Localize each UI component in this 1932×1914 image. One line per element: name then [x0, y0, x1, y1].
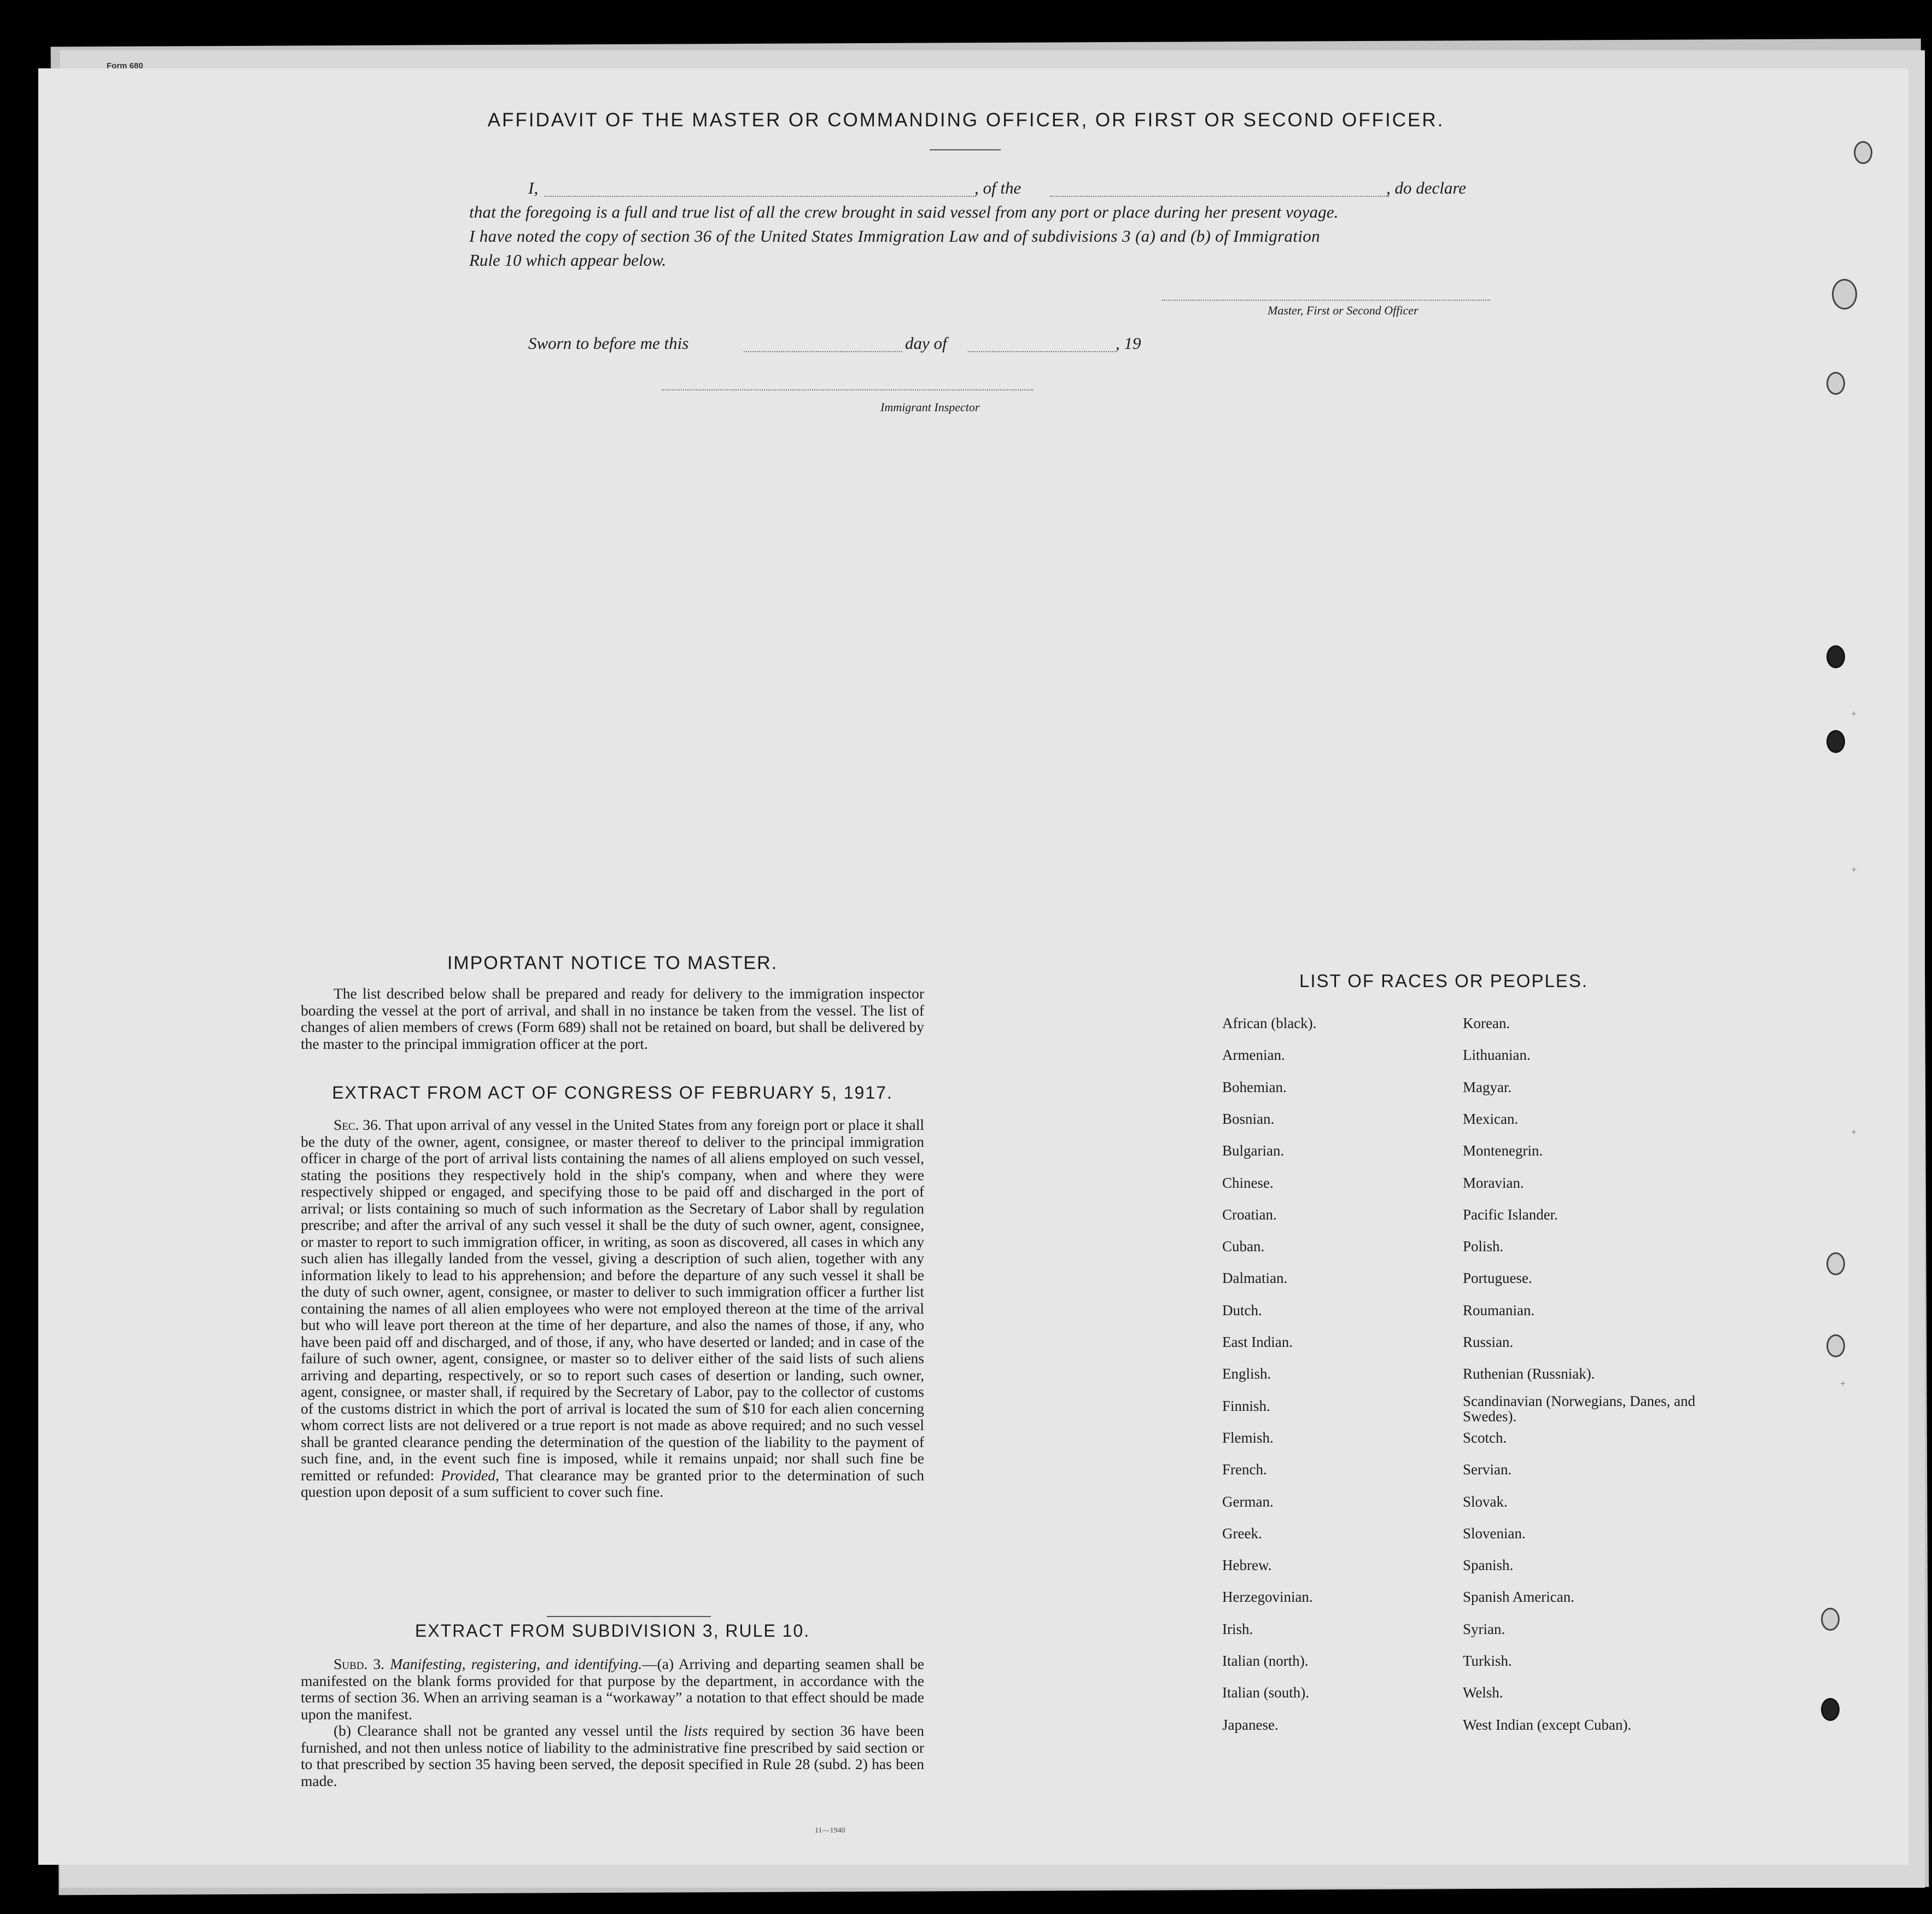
right-race-item: Slovenian. — [1463, 1525, 1526, 1542]
binder-hole — [1826, 1334, 1845, 1357]
right-race-item: Ruthenian (Russniak). — [1463, 1366, 1595, 1382]
right-race-item: Syrian. — [1463, 1620, 1505, 1637]
left-race-item: Irish. — [1222, 1620, 1253, 1637]
declaration-do-declare: , do declare — [1386, 178, 1467, 197]
races-title: LIST OF RACES OR PEOPLES. — [1299, 971, 1589, 991]
binder-hole — [1826, 1252, 1845, 1275]
affidavit-title: AFFIDAVIT OF THE MASTER OR COMMANDING OFFICER, OR FIRST OR SECOND OFFICER. — [487, 109, 1445, 131]
left-race-item: English. — [1222, 1366, 1271, 1382]
title-divider — [930, 149, 1001, 150]
binder-hole — [1826, 730, 1845, 753]
right-race-item: Korean. — [1463, 1015, 1510, 1031]
right-race-item: Spanish. — [1463, 1557, 1514, 1574]
left-race-item: Bohemian. — [1222, 1078, 1287, 1095]
form-number: Form 680 — [107, 61, 143, 71]
binder-hole — [1832, 279, 1857, 310]
margin-mark: + — [1851, 708, 1857, 719]
left-race-item: Chinese. — [1222, 1174, 1274, 1191]
right-race-item: Scotch. — [1463, 1429, 1507, 1446]
left-race-item: African (black). — [1222, 1015, 1317, 1031]
vessel-name-field[interactable] — [1050, 196, 1389, 197]
left-race-item: French. — [1222, 1461, 1267, 1478]
right-race-item: Polish. — [1463, 1238, 1504, 1255]
declaration-line-3: I have noted the copy of section 36 of the United States Immigration Law and of subdivisions 3 (a) and (b) of Immigration — [469, 226, 1321, 246]
notice-title: IMPORTANT NOTICE TO MASTER. — [447, 953, 778, 973]
left-race-item: Bulgarian. — [1222, 1142, 1285, 1159]
sworn-day-label: day of — [905, 334, 947, 353]
binder-hole — [1821, 1608, 1840, 1631]
sworn-month-field[interactable] — [968, 351, 1116, 352]
right-race-item: Servian. — [1463, 1461, 1512, 1478]
declaration-line-1: I, — [528, 178, 539, 197]
master-signature-field[interactable] — [1162, 300, 1490, 301]
officer-name-field[interactable] — [544, 196, 976, 197]
rule-extract-text: Subd. 3. Manifesting, registering, and identifying.—(a) Arriving and departing seamen shall be manifested on the blank forms provided for that purpose by the department, in accordance with the terms of section 36. When an arriving seaman is a “workaway” a notation to that effect should be made upon the manifest. (b) Clearance shall not be granted any vessel until the lists required by section 36 have been furnished, and not then unless notice of liability to the administrative fine prescribed by said section or to that prescribed by section 35 having been served, the deposit specified in Rule 28 (subd. 2) has been made. — [301, 1655, 924, 1789]
binder-hole — [1854, 141, 1872, 164]
rule-extract-title: EXTRACT FROM SUBDIVISION 3, RULE 10. — [415, 1621, 810, 1641]
right-race-item: Montenegrin. — [1463, 1142, 1543, 1159]
left-race-item: East Indian. — [1222, 1334, 1293, 1350]
right-race-item: Russian. — [1463, 1334, 1514, 1350]
left-race-item: German. — [1222, 1493, 1274, 1510]
left-race-item: Greek. — [1222, 1525, 1262, 1542]
right-race-item: Spanish American. — [1463, 1589, 1574, 1606]
right-race-item: Roumanian. — [1463, 1302, 1535, 1318]
left-race-item: Flemish. — [1222, 1429, 1274, 1446]
declaration-of-the: , of the — [974, 178, 1022, 197]
left-race-item: Finnish. — [1222, 1397, 1270, 1414]
left-race-item: Cuban. — [1222, 1238, 1265, 1255]
right-race-item: Portuguese. — [1463, 1270, 1532, 1287]
margin-mark: + — [1840, 1378, 1846, 1389]
right-race-item: Scandinavian (Norwegians, Danes, and Swedes). — [1463, 1392, 1696, 1425]
binder-hole — [1826, 372, 1845, 395]
left-race-item: Hebrew. — [1222, 1557, 1272, 1574]
print-code: 11—1940 — [815, 1827, 845, 1835]
inspector-signature-label: Immigrant Inspector — [880, 400, 980, 414]
right-race-item: Mexican. — [1463, 1110, 1519, 1127]
left-race-item: Bosnian. — [1222, 1110, 1275, 1127]
right-race-item: West Indian (except Cuban). — [1463, 1716, 1632, 1733]
inspector-signature-field[interactable] — [662, 389, 1034, 390]
sworn-year-label: , 19 — [1116, 334, 1141, 353]
right-race-item: Pacific Islander. — [1463, 1206, 1558, 1223]
left-race-item: Dalmatian. — [1222, 1270, 1288, 1287]
left-race-item: Croatian. — [1222, 1206, 1277, 1223]
left-race-item: Italian (south). — [1222, 1684, 1309, 1701]
margin-mark: + — [1851, 1127, 1857, 1137]
act-extract-text: Sec. 36. That upon arrival of any vessel in the United States from any foreign port or place it shall be the duty of the owner, agent, consignee, or master thereof to deliver to the principal immigration officer in charge of the port of arrival lists containing the names of all aliens employed on such vessel, stating the positions they respectively hold in the ship's company, when and where they were respectively shipped or engaged, and specifying those to be paid off and discharged in the port of arrival; or lists containing so much of such information as the Secretary of Labor shall by regulation prescribe; and after the arrival of any such vessel it shall be the duty of such owner, agent, consignee, or master to report to such immigration officer, in writing, as soon as discovered, all cases in which any such alien has illegally landed from the vessel, giving a description of such alien, together with any information likely to lead to his apprehension; and before the departure of any such vessel it shall be the duty of such owner, agent, consignee, or master to deliver to such immigration officer a further list containing the names of all alien employees who were not employed thereon at the time of the arrival but who will leave port thereon at the time of her departure, and also the names of those, if any, who have been paid off and discharged, and of those, if any, who have deserted or landed; and in case of the failure of such owner, agent, consignee, or master so to deliver either of the said lists of such aliens arriving and departing, respectively, or so to report such cases of desertion or landing, such owner, agent, consignee, or master shall, if required by the Secretary of Labor, pay to the collector of customs of the customs district in which the port of arrival is located the sum of $10 for each alien concerning whom correct lists are not delivered or a true report is not made as above required; and no such vessel shall be granted clearance pending the determination of the question of the liability to the payment of such fine, and, in the event such fine is imposed, while it remains unpaid; nor shall such fine be remitted or refunded: Provided, That clearance may be granted prior to the determination of such question upon deposit of a sum sufficient to cover such fine. — [301, 1116, 924, 1500]
sworn-prefix: Sworn to before me this — [528, 334, 689, 353]
binder-hole — [1826, 645, 1845, 668]
master-signature-label: Master, First or Second Officer — [1268, 304, 1419, 317]
right-race-item: Moravian. — [1463, 1174, 1524, 1191]
left-race-item: Japanese. — [1222, 1716, 1279, 1733]
left-race-item: Italian (north). — [1222, 1653, 1309, 1669]
left-race-item: Armenian. — [1222, 1047, 1285, 1064]
right-race-item: Lithuanian. — [1463, 1047, 1531, 1064]
binder-hole — [1821, 1698, 1840, 1721]
notice-text: The list described below shall be prepared and ready for delivery to the immigration inspector boarding the vessel at the port of arrival, and shall in no instance be taken from the vessel. The list of changes of alien members of crews (Form 689) shall not be retained on board, but shall be delivered by the master to the principal immigration officer at the port. — [301, 985, 924, 1052]
right-race-item: Slovak. — [1463, 1493, 1508, 1510]
declaration-line-2: that the foregoing is a full and true list of all the crew brought in said vessel from any port or place during her present voyage. — [469, 202, 1339, 221]
right-race-item: Turkish. — [1463, 1653, 1512, 1669]
right-race-item: Welsh. — [1463, 1684, 1503, 1701]
declaration-line-4: Rule 10 which appear below. — [469, 250, 667, 270]
left-race-item: Herzegovinian. — [1222, 1589, 1313, 1606]
act-extract-title: EXTRACT FROM ACT OF CONGRESS OF FEBRUARY 5, 1917. — [332, 1083, 893, 1102]
right-race-item: Magyar. — [1463, 1078, 1512, 1095]
margin-mark: + — [1851, 864, 1857, 875]
left-race-item: Dutch. — [1222, 1302, 1262, 1318]
sworn-day-field[interactable] — [744, 351, 902, 352]
act-extract-divider — [547, 1616, 711, 1617]
